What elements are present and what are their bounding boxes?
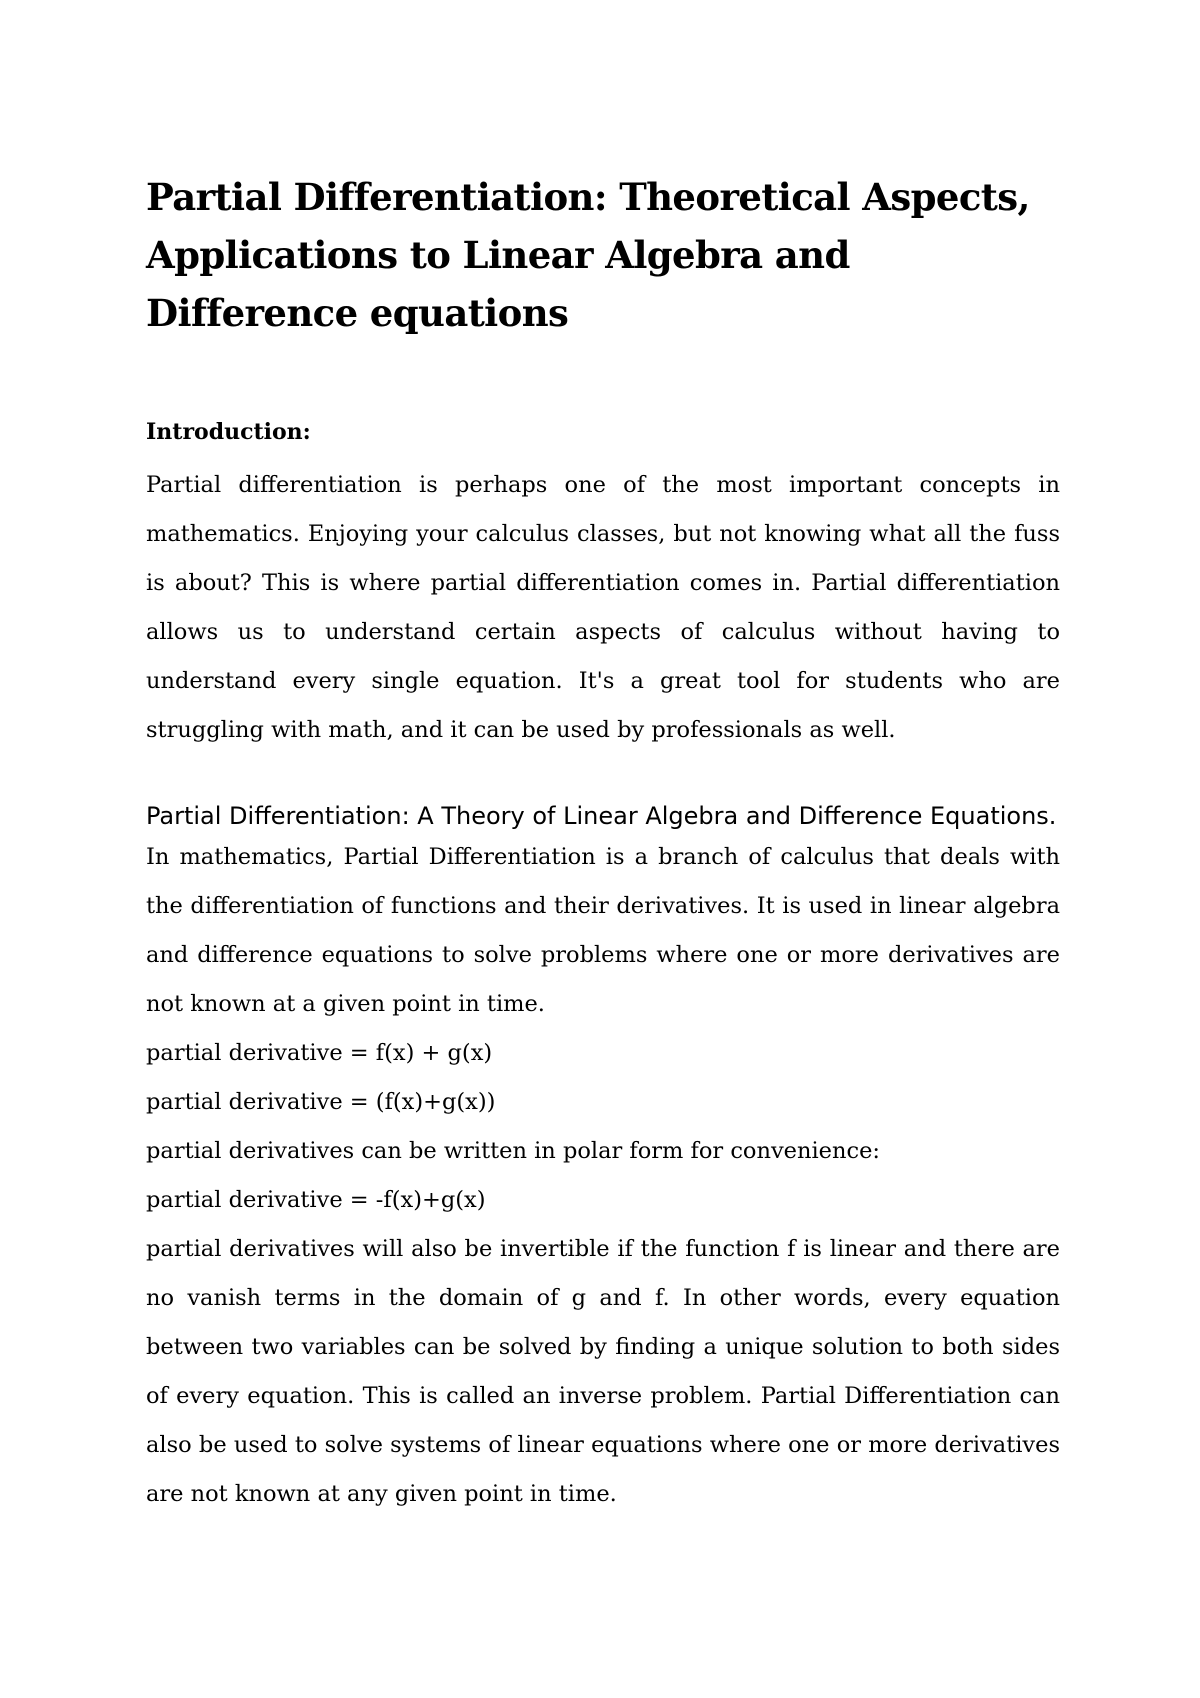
final-paragraph: partial derivatives will also be invertible if the function f is linear and there are no vanish terms in the domain of g and f. In other words, every equation between two variables can be solved by finding a unique solution to both sides of every equation. This is called an inverse problem. Partial Differentiation can also be used to solve systems of linear equations where one or more derivatives are not known at any given point in time. [146,1236,1060,1507]
section-paragraph: In mathematics, Partial Differentiation is a branch of calculus that deals with the differentiation of functions and their derivatives. It is used in linear algebra and difference equations to solve problems where one or more derivatives are not known at a given point in time. [146,844,1060,1017]
formula-line-2: partial derivative = (f(x)+g(x)) [146,1089,496,1115]
polar-form-note: partial derivatives can be written in polar form for convenience: [146,1138,880,1164]
introduction-paragraph: Partial differentiation is perhaps one of the most important concepts in mathematics. Enjoying your calculus classes, but not knowing what all the fuss is about? This is where partial differentiation comes in. Partial differentiation allows us to understand certain aspects of calculus without having to understand every single equation. It's a great tool for students who are struggling with math, and it can be used by professionals as well. [146,472,1060,743]
document-content [146,168,1060,1519]
formula-line-1: partial derivative = f(x) + g(x) [146,1040,493,1066]
section-heading: Partial Differentiation: A Theory of Linear Algebra and Difference Equations. [146,802,1057,830]
introduction-heading: Introduction: [146,419,311,445]
document-title: Partial Differentiation: Theoretical Aspects, Applications to Linear Algebra and Difference equations [146,175,1030,335]
formula-line-3: partial derivative = -f(x)+g(x) [146,1187,486,1213]
